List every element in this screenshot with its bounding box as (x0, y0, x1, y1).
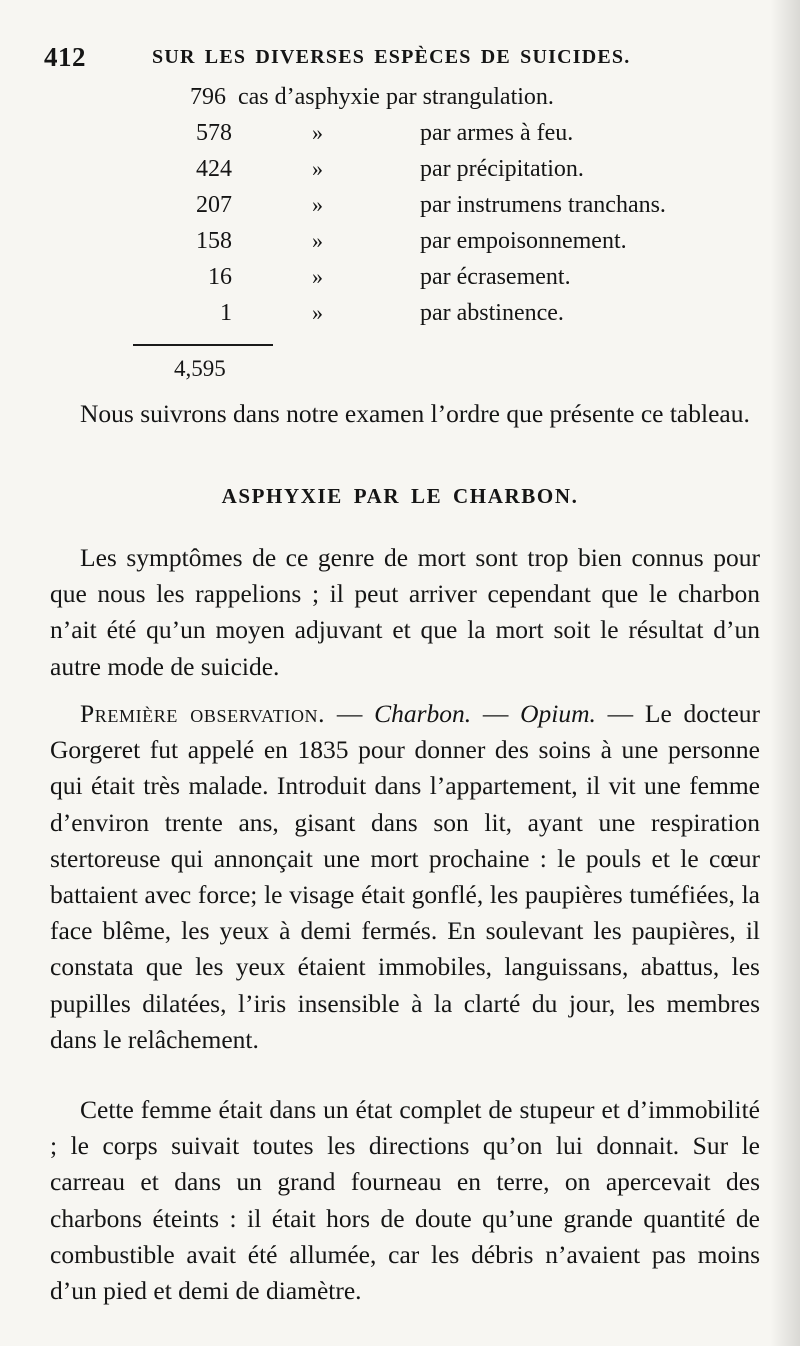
stat-count: 158 (196, 228, 232, 254)
stat-row (0, 300, 800, 336)
observation-label: Première observation. (80, 699, 326, 728)
dash: — (471, 699, 521, 728)
paragraph-text: Les symptômes de ce genre de mort sont trop bien connus pour que nous les rappelions ; il peut arriver cependant que le charbon n’ait été qu’un moyen adjuvant et que la mort soit le résultat d’un autre mode de suicide. (50, 543, 760, 681)
stat-row (0, 192, 800, 228)
stat-method: par écrasement. (420, 264, 571, 290)
intro-text: Nous suivrons dans notre examen l’ordre que présente ce tableau. (80, 399, 750, 428)
stat-method: par armes à feu. (420, 120, 574, 146)
stat-row (0, 120, 800, 156)
stat-method: cas d’asphyxie par strangulation. (238, 84, 554, 110)
dash: — (325, 699, 375, 728)
stat-method: par instrumens tranchans. (420, 192, 666, 218)
observation-topic: Opium. (520, 699, 596, 728)
stat-count: 424 (196, 156, 232, 182)
paragraph (50, 1092, 760, 1309)
total-rule (133, 344, 273, 346)
stat-method: par empoisonnement. (420, 228, 627, 254)
stat-row-strangulation (0, 84, 800, 120)
observation-topic: Charbon. (374, 699, 472, 728)
page-header (0, 40, 800, 76)
observation-text: Le docteur Gorgeret fut appelé en 1835 pour donner des soins à une personne qui était très malade. Introduit dans l’appartement, il vit une femme d’environ trente ans, gisant dans son lit, ayant une respiration stertoreuse qui annonçait une mort prochaine : le pouls et le cœur battaient avec force; le visage était gonflé, les paupières tuméfiées, la face blême, les yeux à demi fermés. En soulevant les paupières, il constata que les yeux étaient immobiles, languissans, abattus, les pupilles dilatées, l’iris insensible à la clarté du jour, les membres dans le relâchement. (50, 699, 760, 1054)
ditto-mark: » (312, 264, 323, 289)
stat-row (0, 156, 800, 192)
ditto-mark: » (312, 120, 323, 145)
observation-paragraph (50, 696, 760, 1058)
stat-count: 207 (196, 192, 232, 218)
ditto-mark: » (312, 300, 323, 325)
intro-paragraph (50, 396, 760, 432)
stat-row (0, 264, 800, 300)
stat-row (0, 228, 800, 264)
page-number: 412 (44, 42, 86, 72)
stat-count: 578 (196, 120, 232, 146)
stat-method: par précipitation. (420, 156, 584, 182)
stat-count: 796 (190, 84, 226, 110)
ditto-mark: » (312, 156, 323, 181)
ditto-mark: » (312, 228, 323, 253)
stat-method: par abstinence. (420, 300, 564, 326)
paragraph-text: Cette femme était dans un état complet de stupeur et d’immobilité ; le corps suivait toutes les directions qu’on lui donnait. Sur le carreau et dans un grand fourneau en terre, on apercevait des charbons éteints : il était hors de doute qu’une grande quantité de combustible avait été allumée, car les débris n’avaient pas moins d’un pied et demi de diamètre. (50, 1095, 760, 1306)
paragraph (50, 540, 760, 685)
stat-total: 4,595 (174, 356, 226, 381)
stat-count: 16 (208, 264, 232, 290)
section-title: ASPHYXIE PAR LE CHARBON. (221, 484, 579, 508)
ditto-mark: » (312, 192, 323, 217)
stat-count: 1 (220, 300, 232, 326)
dash: — (595, 699, 645, 728)
running-head: SUR LES DIVERSES ESPÈCES DE SUICIDES. (152, 46, 631, 68)
